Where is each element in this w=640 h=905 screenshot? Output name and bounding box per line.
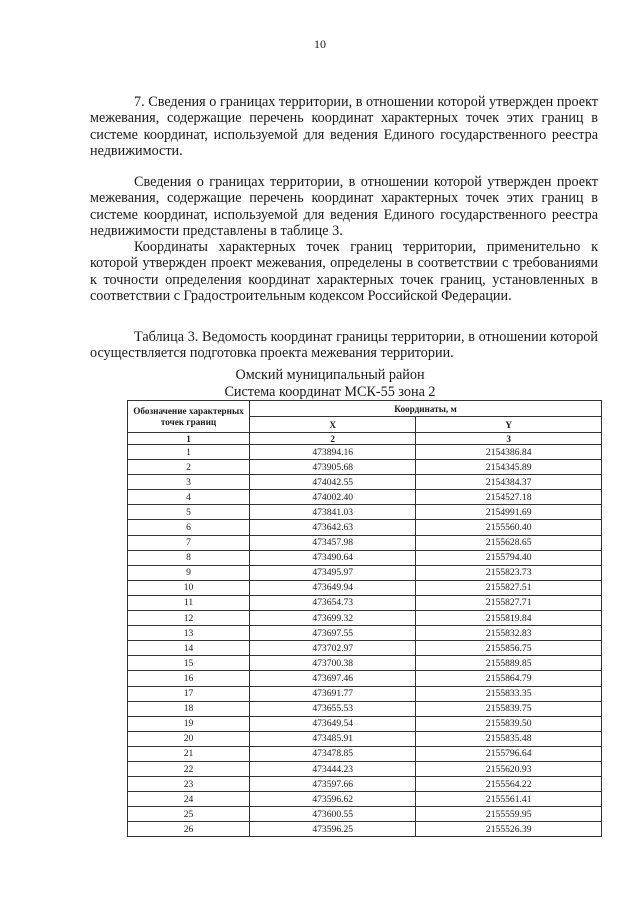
table-row xyxy=(128,535,602,550)
y-coordinate: 2155561.41 xyxy=(416,792,602,807)
y-coordinate: 2155526.39 xyxy=(416,822,602,837)
table-row xyxy=(128,520,602,535)
coordinate-system-heading: Система координат МСК-55 зона 2 xyxy=(224,384,436,400)
point-number: 26 xyxy=(128,822,250,837)
x-coordinate: 473596.25 xyxy=(250,822,416,837)
x-coordinate: 473649.54 xyxy=(250,716,416,731)
table-row xyxy=(128,595,602,610)
table-row xyxy=(128,475,602,490)
point-number: 15 xyxy=(128,656,250,671)
x-coordinate: 473700.38 xyxy=(250,656,416,671)
y-coordinate: 2155833.35 xyxy=(416,686,602,701)
column-index: 3 xyxy=(416,433,602,445)
x-coordinate: 473490.64 xyxy=(250,550,416,565)
point-number: 22 xyxy=(128,761,250,776)
point-number: 11 xyxy=(128,595,250,610)
point-number: 1 xyxy=(128,445,250,460)
table-row xyxy=(128,626,602,641)
point-number: 24 xyxy=(128,792,250,807)
header-y: Y xyxy=(416,417,602,433)
x-coordinate: 473649.94 xyxy=(250,580,416,595)
point-number: 16 xyxy=(128,671,250,686)
point-number: 12 xyxy=(128,611,250,626)
point-number: 19 xyxy=(128,716,250,731)
table-row xyxy=(128,550,602,565)
point-number: 9 xyxy=(128,565,250,580)
coordinates-table xyxy=(127,400,602,837)
point-number: 20 xyxy=(128,731,250,746)
table-row xyxy=(128,731,602,746)
point-number: 5 xyxy=(128,505,250,520)
y-coordinate: 2155819.84 xyxy=(416,611,602,626)
y-coordinate: 2155839.75 xyxy=(416,701,602,716)
boundary-info-paragraph: Сведения о границах территории, в отношении которой утвержден проект межевания, содержащие перечень координат характерных точек этих границ в системе координат, используемой для ведения Единого государственного реестра недвижимости представлены в таблице 3. xyxy=(90,174,598,239)
table-row xyxy=(128,761,602,776)
page-number: 10 xyxy=(314,37,326,51)
section-7-paragraph: 7. Сведения о границах территории, в отношении которой утвержден проект межевания, содержащие перечень координат характерных точек этих границ в системе координат, используемой для ведения Единого государственного реестра недвижимости. xyxy=(90,94,598,159)
y-coordinate: 2155620.93 xyxy=(416,761,602,776)
y-coordinate: 2155823.73 xyxy=(416,565,602,580)
table-row xyxy=(128,641,602,656)
table-row xyxy=(128,445,602,460)
table-row xyxy=(128,505,602,520)
x-coordinate: 473642.63 xyxy=(250,520,416,535)
table-row xyxy=(128,656,602,671)
x-coordinate: 473894.16 xyxy=(250,445,416,460)
column-index-row xyxy=(128,433,602,445)
y-coordinate: 2154345.89 xyxy=(416,460,602,475)
y-coordinate: 2155827.71 xyxy=(416,595,602,610)
y-coordinate: 2154991.69 xyxy=(416,505,602,520)
table-row xyxy=(128,716,602,731)
x-coordinate: 473444.23 xyxy=(250,761,416,776)
table-row xyxy=(128,580,602,595)
y-coordinate: 2155564.22 xyxy=(416,777,602,792)
x-coordinate: 473905.68 xyxy=(250,460,416,475)
point-number: 13 xyxy=(128,626,250,641)
x-coordinate: 473457.98 xyxy=(250,535,416,550)
point-number: 6 xyxy=(128,520,250,535)
point-number: 8 xyxy=(128,550,250,565)
y-coordinate: 2155796.64 xyxy=(416,746,602,761)
x-coordinate: 473495.97 xyxy=(250,565,416,580)
district-heading: Омский муниципальный район xyxy=(235,367,425,383)
y-coordinate: 2154384.37 xyxy=(416,475,602,490)
table-row xyxy=(128,777,602,792)
table-row xyxy=(128,822,602,837)
table-row xyxy=(128,746,602,761)
header-coordinates: Координаты, м xyxy=(250,401,602,417)
x-coordinate: 473600.55 xyxy=(250,807,416,822)
point-number: 17 xyxy=(128,686,250,701)
x-coordinate: 473478.85 xyxy=(250,746,416,761)
y-coordinate: 2155864.79 xyxy=(416,671,602,686)
coordinates-accuracy-paragraph: Координаты характерных точек границ территории, применительно к которой утвержден проект межевания, определены в соответствии с требованиями к точности определения координат характерных точек границ, установленных в соответствии с Градостроительным кодексом Российской Федерации. xyxy=(90,239,598,304)
table-row xyxy=(128,686,602,701)
point-number: 4 xyxy=(128,490,250,505)
y-coordinate: 2155560.40 xyxy=(416,520,602,535)
y-coordinate: 2155832.83 xyxy=(416,626,602,641)
x-coordinate: 473596.62 xyxy=(250,792,416,807)
table-row xyxy=(128,565,602,580)
x-coordinate: 474042.55 xyxy=(250,475,416,490)
x-coordinate: 473654.73 xyxy=(250,595,416,610)
x-coordinate: 473699.32 xyxy=(250,611,416,626)
y-coordinate: 2155827.51 xyxy=(416,580,602,595)
header-points: Обозначение характерных точек границ xyxy=(128,401,250,433)
x-coordinate: 473691.77 xyxy=(250,686,416,701)
x-coordinate: 473655.53 xyxy=(250,701,416,716)
x-coordinate: 474002.40 xyxy=(250,490,416,505)
x-coordinate: 473697.55 xyxy=(250,626,416,641)
table-row xyxy=(128,460,602,475)
y-coordinate: 2154527.18 xyxy=(416,490,602,505)
point-number: 7 xyxy=(128,535,250,550)
x-coordinate: 473597.66 xyxy=(250,777,416,792)
table-row xyxy=(128,490,602,505)
y-coordinate: 2155839.50 xyxy=(416,716,602,731)
table-body xyxy=(128,445,602,837)
table-row xyxy=(128,807,602,822)
column-index: 2 xyxy=(250,433,416,445)
point-number: 23 xyxy=(128,777,250,792)
y-coordinate: 2155794.40 xyxy=(416,550,602,565)
y-coordinate: 2155628.65 xyxy=(416,535,602,550)
table-row xyxy=(128,671,602,686)
point-number: 25 xyxy=(128,807,250,822)
y-coordinate: 2155835.48 xyxy=(416,731,602,746)
y-coordinate: 2155559.95 xyxy=(416,807,602,822)
y-coordinate: 2155889.85 xyxy=(416,656,602,671)
y-coordinate: 2154386.84 xyxy=(416,445,602,460)
point-number: 10 xyxy=(128,580,250,595)
x-coordinate: 473485.91 xyxy=(250,731,416,746)
table-row xyxy=(128,701,602,716)
point-number: 14 xyxy=(128,641,250,656)
x-coordinate: 473697.46 xyxy=(250,671,416,686)
point-number: 21 xyxy=(128,746,250,761)
point-number: 18 xyxy=(128,701,250,716)
x-coordinate: 473702.97 xyxy=(250,641,416,656)
table-title: Таблица 3. Ведомость координат границы территории, в отношении которой осуществляется подготовка проекта межевания территории. xyxy=(90,329,598,362)
y-coordinate: 2155856.75 xyxy=(416,641,602,656)
header-x: X xyxy=(250,417,416,433)
point-number: 2 xyxy=(128,460,250,475)
x-coordinate: 473841.03 xyxy=(250,505,416,520)
table-row xyxy=(128,611,602,626)
table-row xyxy=(128,792,602,807)
column-index: 1 xyxy=(128,433,250,445)
point-number: 3 xyxy=(128,475,250,490)
